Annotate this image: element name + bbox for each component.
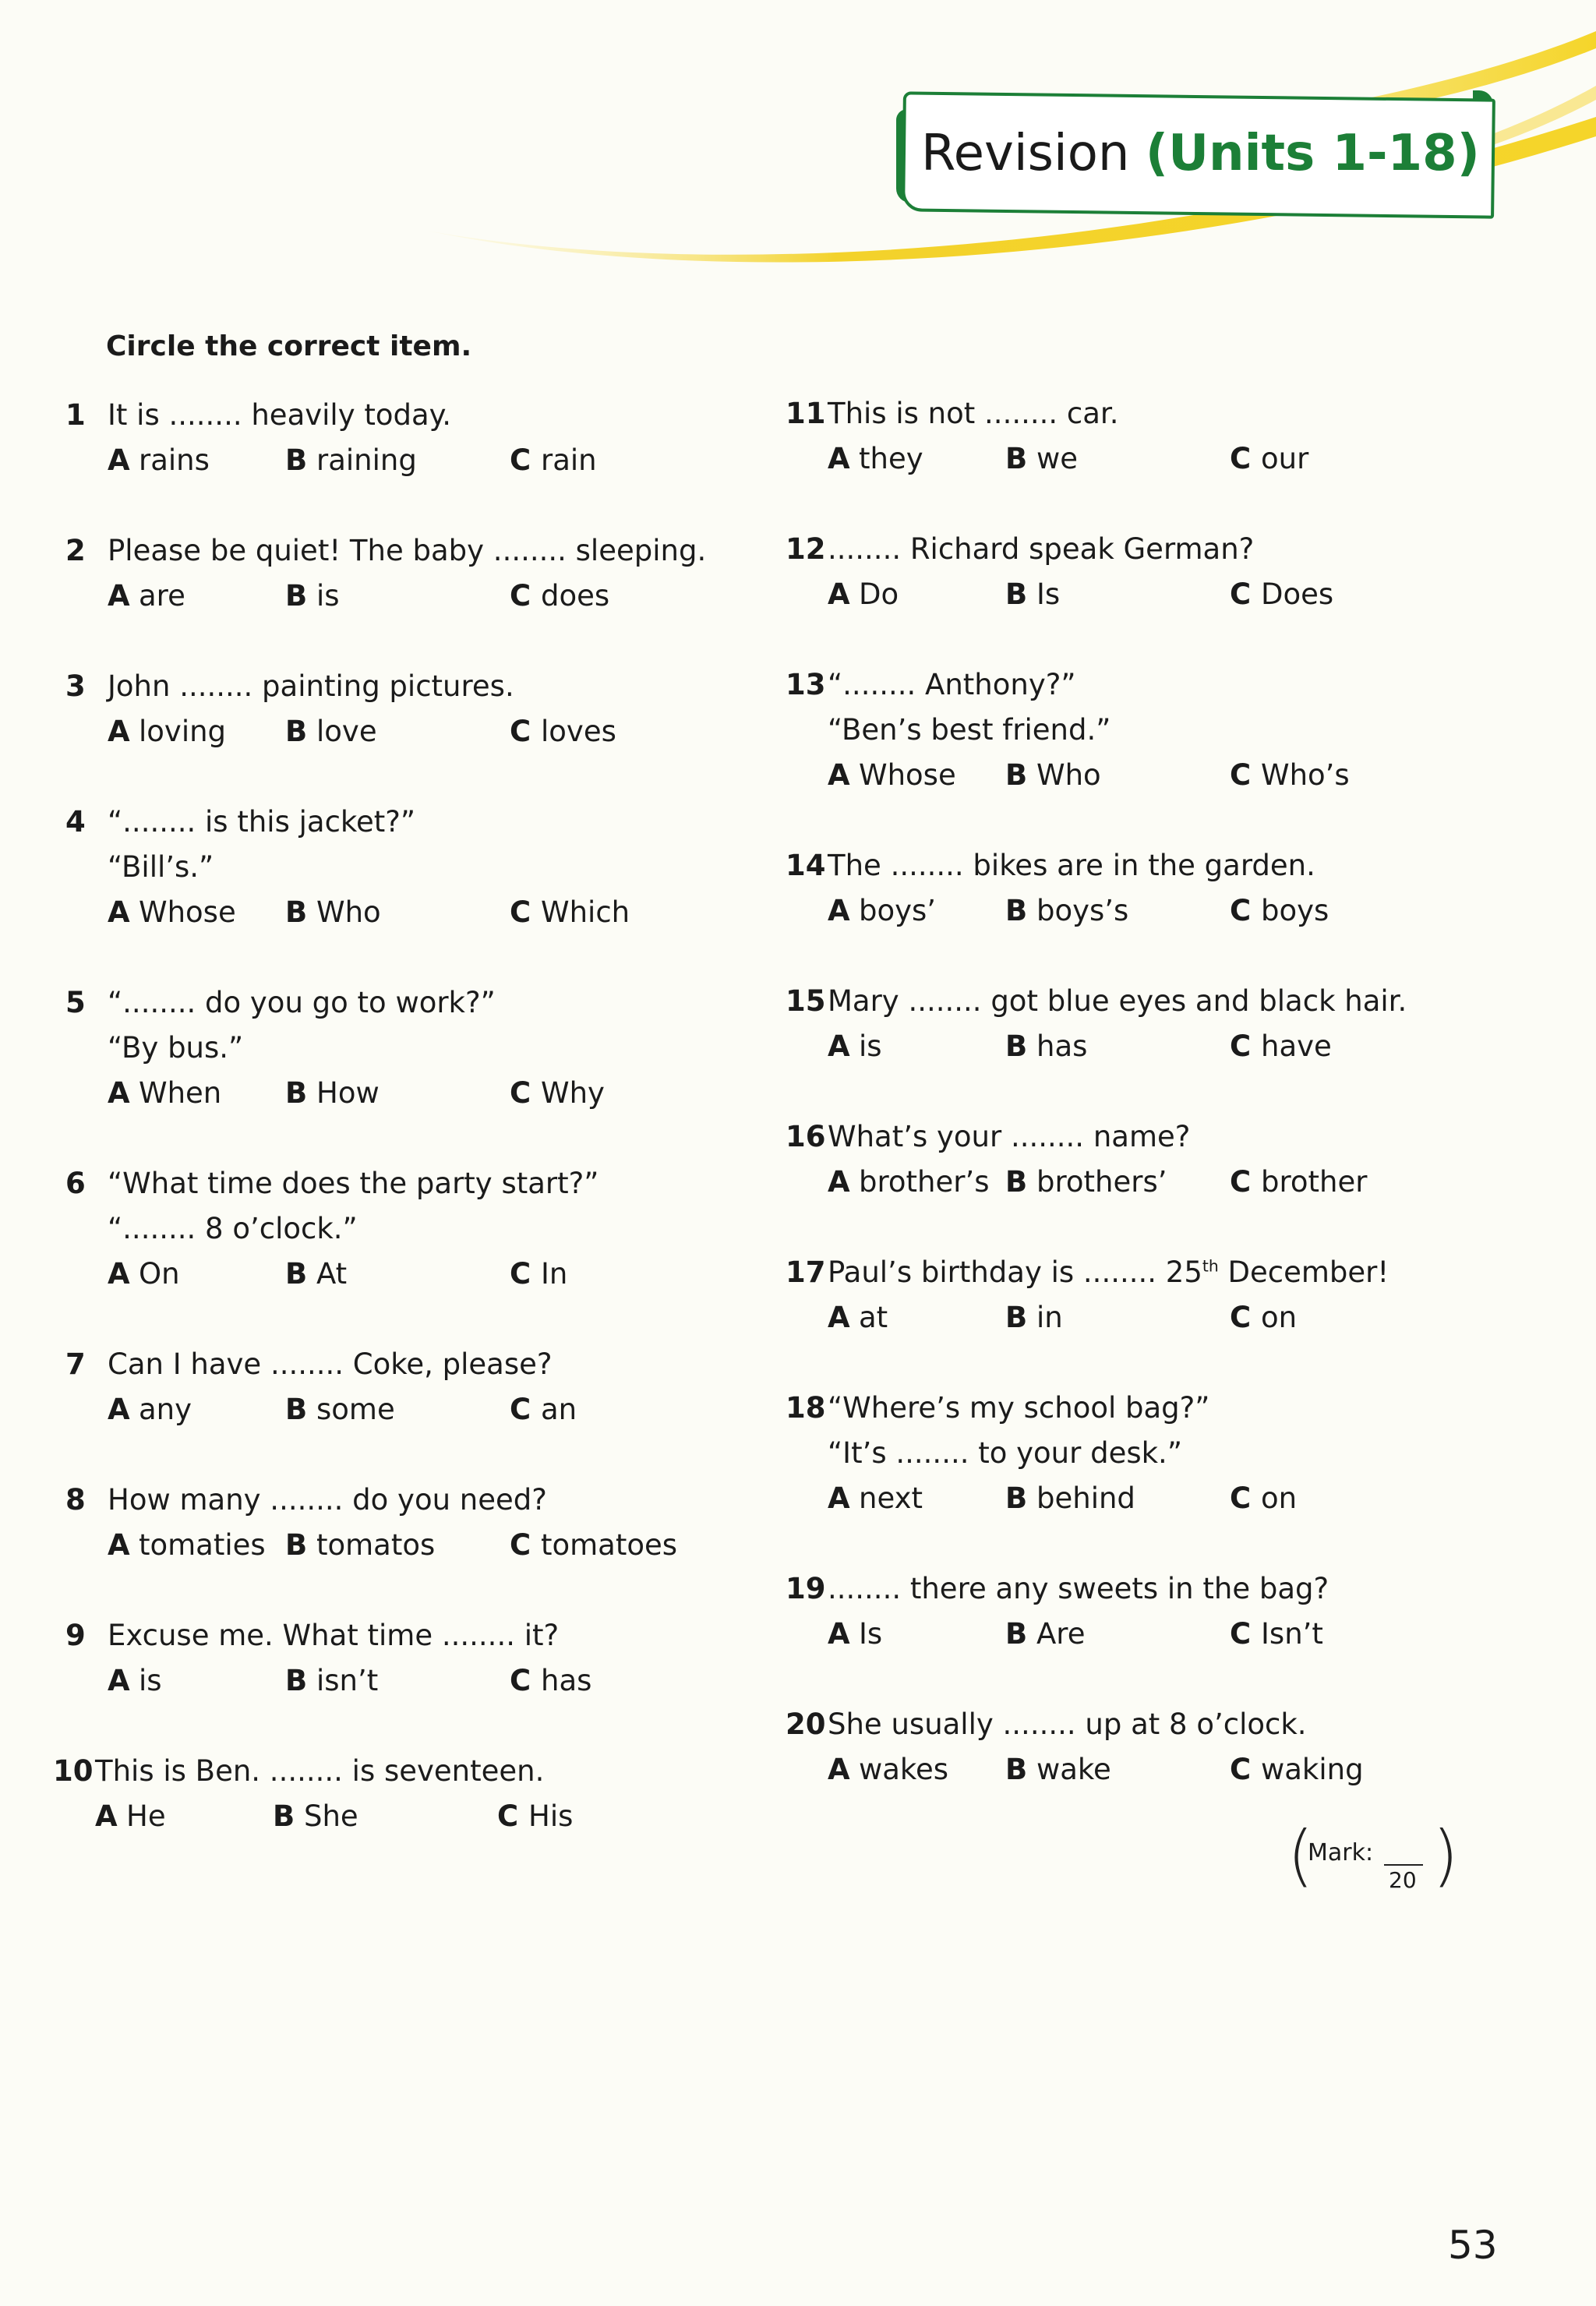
answer-options: [828, 1747, 1456, 1792]
option-text: Is: [1036, 577, 1061, 611]
option-a[interactable]: [108, 574, 185, 619]
question-number: 19: [786, 1572, 826, 1605]
option-a[interactable]: [828, 1476, 923, 1521]
option-text: In: [541, 1257, 568, 1291]
option-letter: B: [285, 1664, 308, 1697]
option-c[interactable]: [510, 1523, 677, 1568]
question-number: 14: [786, 849, 826, 882]
option-letter: C: [510, 1664, 531, 1697]
option-letter: A: [828, 1301, 850, 1334]
option-a[interactable]: [828, 572, 899, 617]
option-letter: A: [108, 1664, 130, 1697]
option-text: He: [126, 1799, 166, 1833]
option-text: tomatoes: [541, 1528, 678, 1562]
answer-options: [108, 709, 736, 754]
option-text: rain: [541, 443, 597, 477]
option-letter: C: [1230, 1029, 1252, 1063]
option-letter: A: [828, 1481, 850, 1515]
option-text: they: [859, 442, 923, 475]
option-b[interactable]: [273, 1794, 358, 1839]
option-b[interactable]: [285, 1658, 378, 1704]
option-b[interactable]: [285, 1523, 435, 1568]
question-item: [65, 800, 736, 935]
option-letter: B: [285, 443, 308, 477]
question-item: [65, 528, 736, 619]
option-letter: B: [1005, 1617, 1028, 1651]
option-a[interactable]: [828, 888, 936, 934]
question-text: She usually ........ up at 8 o’clock.: [828, 1707, 1307, 1741]
option-b[interactable]: [285, 438, 417, 483]
mark-label: Mark:: [1308, 1839, 1374, 1866]
instruction: Circle the correct item.: [106, 330, 472, 362]
answer-options: [828, 753, 1456, 798]
question-item: [786, 1566, 1456, 1657]
option-letter: A: [828, 1165, 850, 1199]
question-number: 11: [786, 397, 826, 430]
mark-box: [1287, 1817, 1459, 1895]
option-b[interactable]: [285, 890, 381, 935]
question-text: “What time does the party start?”: [108, 1167, 599, 1200]
option-letter: C: [510, 1076, 531, 1110]
option-text: brother: [1261, 1165, 1368, 1199]
question-text: John ........ painting pictures.: [108, 669, 514, 703]
option-letter: B: [1005, 1165, 1028, 1199]
option-letter: B: [285, 895, 308, 929]
answer-options: [108, 1387, 736, 1432]
option-c[interactable]: [510, 438, 597, 483]
option-text: has: [1036, 1029, 1088, 1063]
question-text: “Bill’s.”: [108, 850, 214, 884]
option-text: next: [859, 1481, 923, 1515]
question-number: 2: [65, 534, 86, 567]
question-text: “Ben’s best friend.”: [828, 713, 1111, 747]
question-item: [65, 980, 736, 1116]
question-item: [786, 391, 1456, 482]
answer-options: [108, 1658, 736, 1704]
question-item: [65, 1478, 736, 1568]
option-letter: C: [1230, 758, 1252, 792]
option-c[interactable]: [1230, 436, 1308, 482]
option-text: isn’t: [316, 1664, 379, 1697]
option-a[interactable]: [108, 1387, 192, 1432]
title-units: (Units 1-18): [1145, 125, 1480, 182]
option-text: an: [541, 1393, 577, 1426]
answer-options: [108, 438, 736, 483]
question-number: 16: [786, 1120, 826, 1153]
option-b[interactable]: [1005, 1747, 1111, 1792]
left-paren: (: [1287, 1817, 1314, 1895]
option-a[interactable]: [108, 438, 210, 483]
question-text: Paul’s birthday is ........ 25th December!: [828, 1255, 1389, 1289]
option-b[interactable]: [1005, 1476, 1135, 1521]
option-letter: A: [828, 577, 850, 611]
question-item: [786, 1250, 1456, 1340]
option-text: loves: [541, 715, 616, 748]
option-text: behind: [1036, 1481, 1135, 1515]
option-b[interactable]: [1005, 888, 1128, 934]
question-item: [65, 1342, 736, 1432]
option-letter: A: [108, 1393, 130, 1426]
question-text: “By bus.”: [108, 1031, 244, 1065]
option-b[interactable]: [285, 1071, 380, 1116]
option-letter: C: [1230, 1617, 1252, 1651]
option-b[interactable]: [1005, 1160, 1167, 1205]
option-text: Which: [541, 895, 630, 929]
option-c[interactable]: [1230, 888, 1329, 934]
option-a[interactable]: [95, 1794, 166, 1839]
question-text: What’s your ........ name?: [828, 1120, 1191, 1153]
option-text: tomatos: [316, 1528, 436, 1562]
option-text: in: [1036, 1301, 1063, 1334]
question-text: Can I have ........ Coke, please?: [108, 1347, 553, 1381]
question-item: [53, 1749, 723, 1839]
option-letter: C: [1230, 442, 1252, 475]
option-letter: B: [285, 1528, 308, 1562]
option-a[interactable]: [108, 709, 226, 754]
question-item: [65, 1613, 736, 1704]
question-number: 7: [65, 1347, 86, 1381]
answer-options: [108, 1523, 736, 1568]
option-a[interactable]: [828, 753, 956, 798]
question-text: ........ Richard speak German?: [828, 532, 1255, 566]
option-letter: C: [1230, 1481, 1252, 1515]
fraction-line: [1384, 1864, 1423, 1866]
option-letter: B: [1005, 577, 1028, 611]
question-text: How many ........ do you need?: [108, 1483, 547, 1517]
question-item: [786, 662, 1456, 798]
question-number: 12: [786, 532, 826, 566]
answer-options: [828, 436, 1456, 482]
option-b[interactable]: [285, 1252, 347, 1297]
option-text: brother’s: [859, 1165, 990, 1199]
question-text: ........ there any sweets in the bag?: [828, 1572, 1329, 1605]
answer-options: [828, 1160, 1456, 1205]
option-c[interactable]: [510, 1658, 591, 1704]
mark-denominator: 20: [1389, 1867, 1417, 1893]
option-letter: A: [108, 1257, 130, 1291]
option-text: Whose: [139, 895, 236, 929]
option-text: have: [1261, 1029, 1332, 1063]
option-letter: C: [510, 895, 531, 929]
option-text: Whose: [859, 758, 956, 792]
question-item: [65, 1161, 736, 1297]
option-text: His: [528, 1799, 574, 1833]
option-letter: A: [108, 1528, 130, 1562]
option-b[interactable]: [1005, 1295, 1063, 1340]
option-letter: C: [1230, 894, 1252, 927]
option-text: loving: [139, 715, 227, 748]
option-text: Do: [859, 577, 899, 611]
option-a[interactable]: [108, 1658, 162, 1704]
page-title: [921, 125, 1480, 182]
option-letter: A: [108, 1076, 130, 1110]
option-text: is: [316, 579, 340, 613]
option-text: on: [1261, 1301, 1298, 1334]
option-text: Why: [541, 1076, 605, 1110]
option-letter: A: [108, 443, 130, 477]
option-a[interactable]: [828, 1024, 882, 1069]
question-text: “........ Anthony?”: [828, 668, 1076, 701]
question-number: 5: [65, 986, 86, 1019]
option-text: any: [139, 1393, 192, 1426]
question-text: This is Ben. ........ is seventeen.: [95, 1754, 545, 1788]
question-item: [65, 664, 736, 754]
option-letter: A: [828, 894, 850, 927]
option-b[interactable]: [285, 709, 377, 754]
answer-options: [108, 890, 736, 935]
option-c[interactable]: [1230, 1612, 1323, 1657]
answer-options: [828, 572, 1456, 617]
question-text: “........ do you go to work?”: [108, 986, 496, 1019]
answer-options: [828, 1295, 1456, 1340]
answer-options: [108, 574, 736, 619]
option-letter: B: [285, 1393, 308, 1426]
question-number: 3: [65, 669, 86, 703]
option-letter: A: [828, 1617, 850, 1651]
option-letter: C: [497, 1799, 519, 1833]
option-letter: B: [285, 579, 308, 613]
option-c[interactable]: [1230, 1295, 1297, 1340]
option-a[interactable]: [108, 1071, 221, 1116]
option-letter: A: [828, 1029, 850, 1063]
question-item: [65, 393, 736, 483]
option-a[interactable]: [828, 1747, 948, 1792]
option-text: Are: [1036, 1617, 1086, 1651]
option-text: When: [139, 1076, 222, 1110]
option-letter: B: [1005, 1753, 1028, 1786]
answer-options: [828, 888, 1456, 934]
option-c[interactable]: [497, 1794, 573, 1839]
option-text: Is: [859, 1617, 883, 1651]
question-text: Mary ........ got blue eyes and black hair.: [828, 984, 1407, 1018]
question-text: Please be quiet! The baby ........ sleeping.: [108, 534, 707, 567]
option-text: has: [541, 1664, 592, 1697]
option-text: is: [139, 1664, 162, 1697]
option-a[interactable]: [828, 436, 923, 482]
option-text: our: [1261, 442, 1309, 475]
option-text: at: [859, 1301, 888, 1334]
option-c[interactable]: [510, 890, 630, 935]
option-c[interactable]: [1230, 753, 1350, 798]
option-letter: C: [510, 579, 531, 613]
option-text: On: [139, 1257, 180, 1291]
option-letter: B: [1005, 758, 1028, 792]
option-letter: B: [273, 1799, 295, 1833]
option-a[interactable]: [108, 1523, 266, 1568]
option-letter: B: [1005, 1481, 1028, 1515]
option-text: does: [541, 579, 610, 613]
option-b[interactable]: [1005, 572, 1060, 617]
option-c[interactable]: [1230, 1160, 1367, 1205]
option-a[interactable]: [108, 1252, 180, 1297]
option-letter: C: [510, 1393, 531, 1426]
option-letter: C: [510, 1528, 531, 1562]
option-text: She: [304, 1799, 358, 1833]
question-number: 20: [786, 1707, 826, 1741]
option-letter: B: [1005, 1301, 1028, 1334]
answer-options: [828, 1476, 1456, 1521]
option-b[interactable]: [1005, 1024, 1087, 1069]
option-text: boys: [1261, 894, 1329, 927]
question-item: [786, 1702, 1456, 1792]
option-text: we: [1036, 442, 1079, 475]
option-text: brothers’: [1036, 1165, 1167, 1199]
option-letter: A: [108, 579, 130, 613]
question-text: “........ is this jacket?”: [108, 805, 416, 839]
option-a[interactable]: [108, 890, 236, 935]
question-number: 10: [53, 1754, 94, 1788]
option-text: boys’: [859, 894, 937, 927]
option-letter: A: [95, 1799, 118, 1833]
question-item: [786, 1386, 1456, 1521]
option-c[interactable]: [1230, 572, 1333, 617]
option-b[interactable]: [1005, 1612, 1085, 1657]
mark-fraction: [1384, 1844, 1423, 1891]
option-letter: C: [1230, 1165, 1252, 1199]
option-letter: B: [285, 1257, 308, 1291]
question-number: 1: [65, 398, 86, 432]
question-number: 9: [65, 1619, 86, 1652]
question-text: The ........ bikes are in the garden.: [828, 849, 1315, 882]
option-text: rains: [139, 443, 210, 477]
question-number: 13: [786, 668, 826, 701]
option-a[interactable]: [828, 1295, 888, 1340]
option-letter: C: [1230, 1753, 1252, 1786]
option-text: Does: [1261, 577, 1334, 611]
question-item: [786, 843, 1456, 934]
option-text: Who: [316, 895, 381, 929]
question-number: 18: [786, 1391, 826, 1425]
answer-options: [108, 1252, 736, 1297]
title-main: Revision: [921, 125, 1130, 182]
option-text: waking: [1261, 1753, 1364, 1786]
option-b[interactable]: [285, 1387, 395, 1432]
option-c[interactable]: [510, 1387, 577, 1432]
option-letter: A: [108, 895, 130, 929]
option-b[interactable]: [285, 574, 340, 619]
option-text: is: [859, 1029, 882, 1063]
option-text: Who: [1036, 758, 1101, 792]
answer-options: [828, 1612, 1456, 1657]
option-b[interactable]: [1005, 436, 1078, 482]
option-letter: C: [510, 443, 531, 477]
question-item: [786, 1114, 1456, 1205]
option-c[interactable]: [510, 709, 616, 754]
right-paren: ): [1432, 1817, 1459, 1895]
option-b[interactable]: [1005, 753, 1101, 798]
option-text: raining: [316, 443, 417, 477]
option-c[interactable]: [510, 1071, 605, 1116]
option-text: wakes: [859, 1753, 949, 1786]
option-text: wake: [1036, 1753, 1111, 1786]
option-text: tomaties: [139, 1528, 266, 1562]
option-c[interactable]: [1230, 1747, 1364, 1792]
option-text: Who’s: [1261, 758, 1350, 792]
answer-options: [95, 1794, 723, 1839]
option-letter: A: [828, 1753, 850, 1786]
option-letter: C: [510, 1257, 531, 1291]
option-text: How: [316, 1076, 380, 1110]
option-a[interactable]: [828, 1160, 990, 1205]
option-letter: C: [1230, 577, 1252, 611]
question-item: [786, 979, 1456, 1069]
option-letter: B: [285, 715, 308, 748]
option-letter: B: [1005, 1029, 1028, 1063]
option-c[interactable]: [1230, 1476, 1297, 1521]
option-text: boys’s: [1036, 894, 1129, 927]
question-number: 4: [65, 805, 86, 839]
option-text: are: [139, 579, 185, 613]
option-text: some: [316, 1393, 395, 1426]
option-a[interactable]: [828, 1612, 882, 1657]
option-text: Isn’t: [1261, 1617, 1323, 1651]
option-letter: A: [828, 758, 850, 792]
ordinal-suffix: th: [1202, 1256, 1219, 1276]
option-letter: A: [108, 715, 130, 748]
question-text: “It’s ........ to your desk.”: [828, 1436, 1182, 1470]
option-text: At: [316, 1257, 348, 1291]
option-letter: B: [1005, 894, 1028, 927]
option-text: love: [316, 715, 377, 748]
question-number: 6: [65, 1167, 86, 1200]
question-text: “........ 8 o’clock.”: [108, 1212, 358, 1245]
option-letter: C: [1230, 1301, 1252, 1334]
option-letter: A: [828, 442, 850, 475]
question-item: [786, 527, 1456, 617]
option-letter: B: [1005, 442, 1028, 475]
option-text: on: [1261, 1481, 1298, 1515]
option-letter: B: [285, 1076, 308, 1110]
option-letter: C: [510, 715, 531, 748]
question-text: This is not ........ car.: [828, 397, 1119, 430]
answer-options: [828, 1024, 1456, 1069]
question-text: “Where’s my school bag?”: [828, 1391, 1210, 1425]
page-number: 53: [1448, 2223, 1498, 2268]
question-text: Excuse me. What time ........ it?: [108, 1619, 560, 1652]
question-number: 8: [65, 1483, 86, 1517]
answer-options: [108, 1071, 736, 1116]
question-number: 17: [786, 1255, 826, 1289]
option-c[interactable]: [1230, 1024, 1332, 1069]
question-number: 15: [786, 984, 826, 1018]
question-text: It is ........ heavily today.: [108, 398, 452, 432]
option-c[interactable]: [510, 1252, 567, 1297]
option-c[interactable]: [510, 574, 609, 619]
